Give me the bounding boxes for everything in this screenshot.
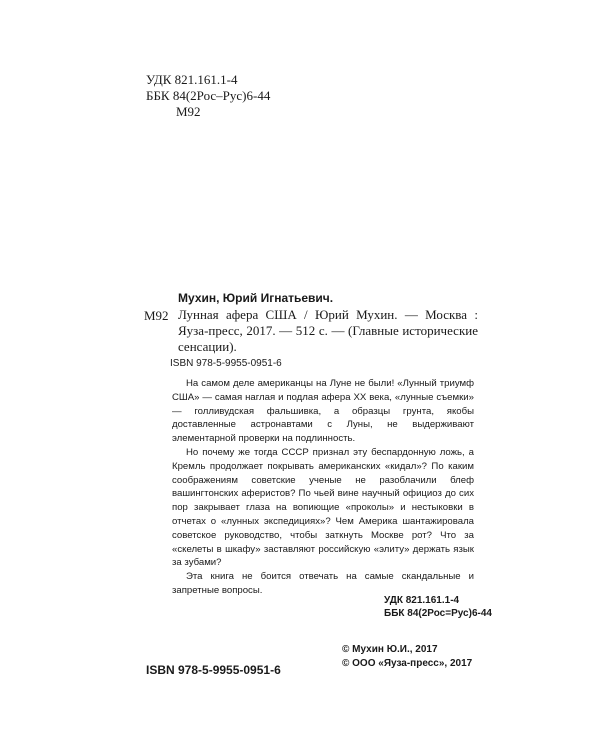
isbn-footer: ISBN 978-5-9955-0951-6 <box>146 663 281 677</box>
entry-description: Лунная афера США / Юрий Мухин. — Москва : Яуза-пресс, 2017. — 512 с. — (Главные исторические сенсации). <box>178 307 478 354</box>
copyright-block <box>342 643 472 671</box>
bbk-code: ББК 84(2Рос–Рус)6-44 <box>146 88 271 103</box>
copyright-author: © Мухин Ю.И., 2017 <box>342 644 438 655</box>
classification-codes-bottom <box>384 594 492 620</box>
annotation <box>172 377 474 598</box>
annotation-paragraph: Эта книга не боится отвечать на самые скандальные и запретные вопросы. <box>172 571 474 596</box>
annotation-paragraph: На самом деле американцы на Луне не были! «Лунный триумф США» — самая наглая и подлая афера XX века, «лунные съемки» — голливудская фальшивка, а образцы грунта, якобы доставленные астронавтами с Луны, не выдерживают элементарной проверки на подлинность. <box>172 378 474 445</box>
classification-codes-top <box>146 72 270 120</box>
entry-isbn: ISBN 978-5-9955-0951-6 <box>170 358 282 369</box>
udk-code-bottom: УДК 821.161.1-4 <box>384 595 460 606</box>
cutter-code: М92 <box>176 104 201 119</box>
entry-author: Мухин, Юрий Игнатьевич. <box>178 291 334 305</box>
udk-code: УДК 821.161.1-4 <box>146 72 238 87</box>
bbk-code-bottom: ББК 84(2Рос=Рус)6-44 <box>384 608 492 619</box>
annotation-paragraph: Но почему же тогда СССР признал эту беспардонную ложь, а Кремль продолжает покрывать американских «кидал»? По каким соображениям советские ученые не разоблачили блеф вашингтонских аферистов? По чьей вине научный официоз до сих пор закрывает глаза на вопиющие «проколы» и нестыковки в отчетах о «лунных экспедициях»? Чем Америка шантажировала советское руководство, чтобы заткнуть Москве рот? Что за «скелеты в шкафу» заставляют российскую «элиту» держать язык за зубами? <box>172 446 474 569</box>
copyright-publisher: © ООО «Яуза-пресс», 2017 <box>342 658 473 669</box>
entry-cutter: М92 <box>144 308 169 323</box>
